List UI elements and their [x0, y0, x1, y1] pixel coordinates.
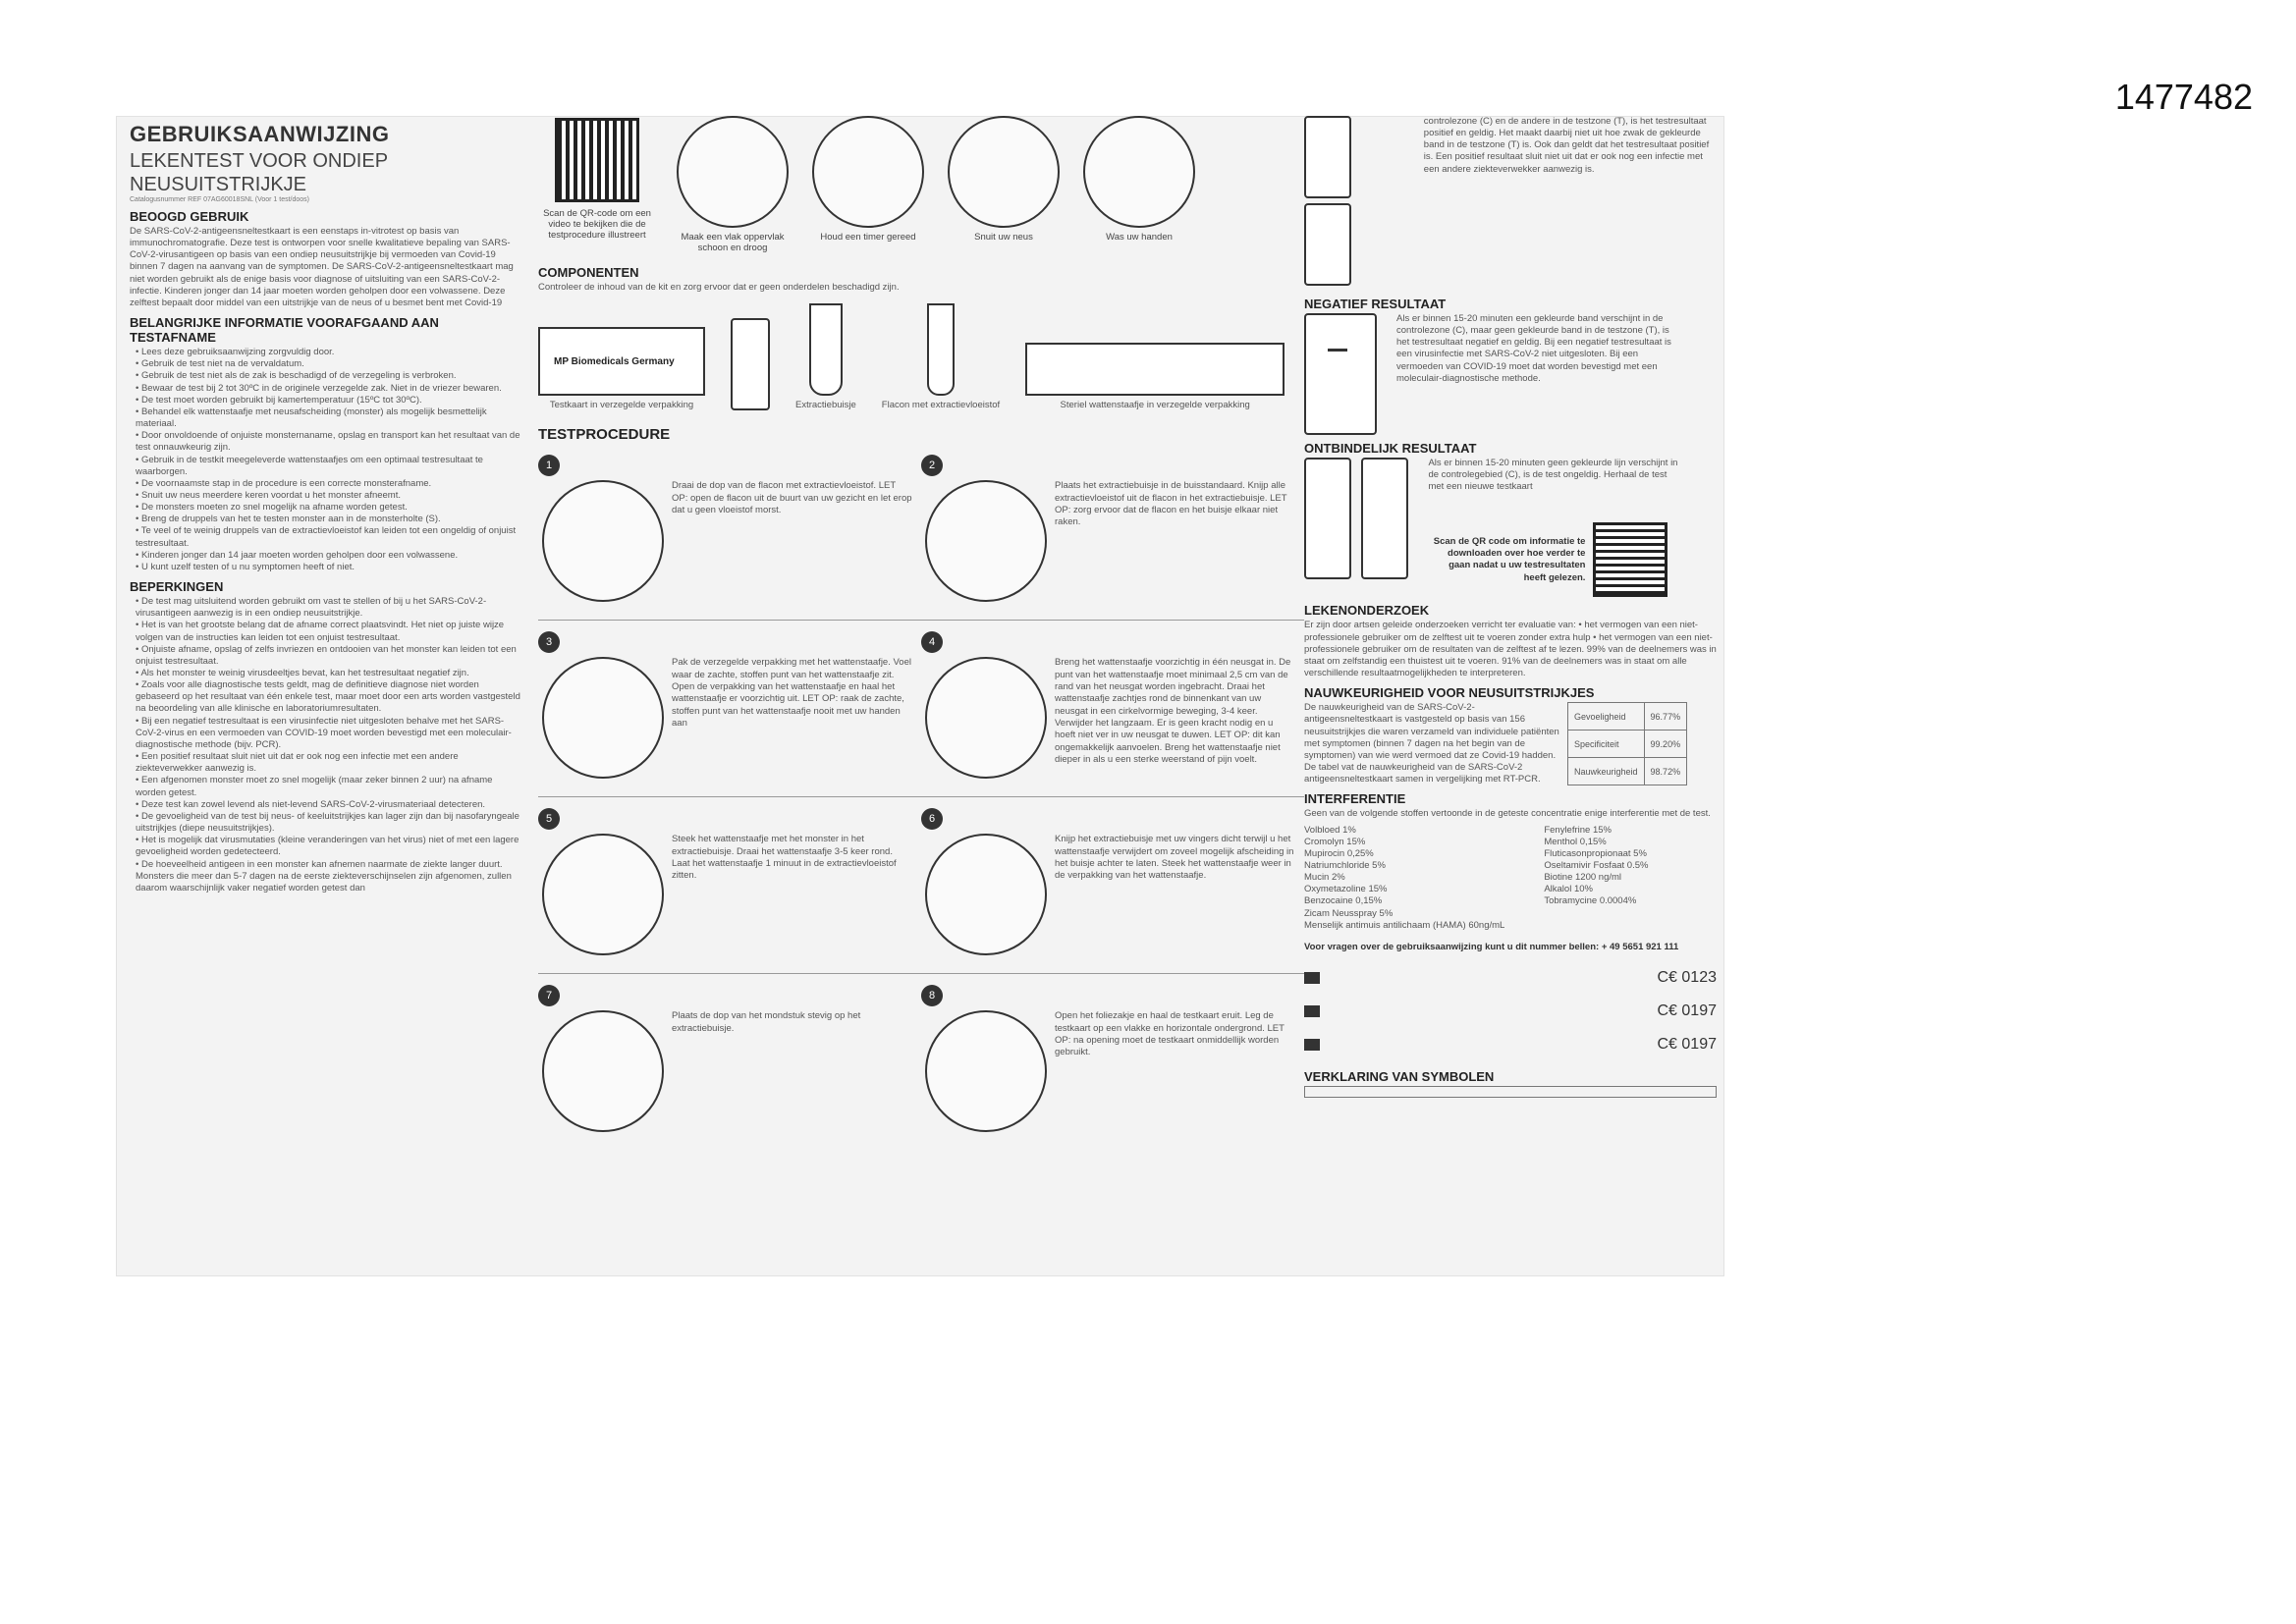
- negatief-text: Als er binnen 15-20 minuten een gekleurde band verschijnt in de controlezone (C), maar geen gekleurde band in de testzone (T), is het testresultaat negatief en geldig. Bij een negatief testresultaat is een virusinfectie met SARS-CoV-2 niet uitgesloten. Bij een vermoeden van COVID-19 moet dat worden bevestigd met een moleculair-diagnostische methode.: [1396, 313, 1671, 384]
- list-item: • Onjuiste afname, opslag of zelfs invriezen en ontdooien van het monster kan leiden tot een onjuist testresultaat.: [136, 644, 522, 668]
- step-text: Draai de dop van de flacon met extractievloeistof. LET OP: open de flacon uit de buurt van uw gezicht en let erop dat u geen vloeistof morst.: [672, 480, 912, 515]
- symbols-table: [1304, 1086, 1717, 1098]
- list-item: Cromolyn 15%: [1304, 836, 1366, 847]
- nauwkeurigheid-text: De nauwkeurigheid van de SARS-CoV-2-antigeensneltestkaart is vastgesteld op basis van 156 neusuitstrijkjes die waren verzameld van individuele patiënten met symptomen (binnen 7 dagen na het begin van de symptomen) van wie werd vermoed dat ze Covid-19 hadden. De tabel vat de nauwkeurigheid van de SARS-CoV-2 antigeensneltestkaart samen in vergelijking met RT-PCR.: [1304, 702, 1559, 785]
- ongeldig-heading: ONTBINDELIJK RESULTAAT: [1304, 441, 1477, 456]
- component-caption: Extractiebuisje: [795, 400, 856, 411]
- beoogd-text: De SARS-CoV-2-antigeensneltestkaart is een eenstaps in-vitrotest op basis van immunochromatografie. Deze test is ontworpen voor snelle kwalitatieve bepaling van SARS-CoV-2-virusantigeen op basis van een ondiep neusuitstrijkje bij vermoeden van Covid-19 binnen 7 dagen na aanvang van de symptomen. De SARS-CoV-2-antigeensneltestkaart mag niet worden gebruikt als de enige basis voor diagnose of uitsluiting van een SARS-CoV-2-infectie. Kinderen jonger dan 14 jaar moeten worden geholpen door een volwassene. Deze zelftest bepaalt door middel van een uitstrijkje van de neus of u besmet bent met Covid-19: [130, 226, 514, 308]
- ce-number: 0123: [1681, 969, 1717, 987]
- manufacturer-icon: [1304, 1005, 1320, 1017]
- component-caption: Testkaart in verzegelde verpakking: [549, 400, 694, 411]
- beperkingen-list: [130, 596, 522, 894]
- interferentie-heading: INTERFERENTIE: [1304, 791, 1406, 807]
- invalid-cassettes: [1304, 458, 1414, 597]
- componenten-heading: COMPONENTEN: [538, 265, 639, 280]
- component-testcard: [538, 327, 705, 410]
- component-vial: [882, 303, 1000, 410]
- middle-column: [538, 116, 1324, 1276]
- preparation-icons: [538, 116, 1324, 253]
- left-column: [130, 116, 522, 1276]
- list-item: Mupirocin 0,25%: [1304, 847, 1374, 859]
- list-item: Fluticasonpropionaat 5%: [1544, 847, 1647, 859]
- ce-mark: C€ 0197: [1657, 1002, 1717, 1020]
- cassette-icon: [1304, 313, 1377, 435]
- component-swab: [1025, 343, 1285, 410]
- test-cassette-icon: [731, 318, 770, 410]
- ce-number: 0197: [1681, 1002, 1717, 1020]
- open-vial-icon: [542, 480, 664, 602]
- open-foil-icon: [925, 1010, 1047, 1132]
- clean-surface-icon: [677, 116, 789, 228]
- step-text: Pak de verzegelde verpakking met het wattenstaafje. Voel waar de zachte, stoffen punt van het wattenstaafje zit. Open de verpakking van het wattenstaafje en haal het wattenstaafje er voorzichtig uit. LET OP: raak de zachte, stoffen punt van het wattenstaafje nooit met uw handen aan: [672, 657, 911, 729]
- list-item: Oxymetazoline 15%: [1304, 884, 1388, 895]
- catalog-number: Catalogusnummer REF 07AG60018SNL (Voor 1 test/doos): [130, 196, 310, 203]
- table-cell: 96.77%: [1644, 703, 1687, 731]
- step-number: 3: [538, 631, 560, 653]
- list-item: Alkalol 10%: [1544, 884, 1593, 895]
- icon-caption: Snuit uw neus: [974, 232, 1033, 243]
- step-text: Plaats de dop van het mondstuk stevig op het extractiebuisje.: [672, 1010, 861, 1034]
- cap-tube-icon: [542, 1010, 664, 1132]
- list-item: • Behandel elk wattenstaafje met neusafscheiding (monster) als mogelijk besmettelijk materiaal.: [136, 406, 522, 430]
- table-cell: 99.20%: [1644, 731, 1687, 758]
- list-item: • Gebruik in de testkit meegeleverde wattenstaafjes om een optimaal testresultaat te waarborgen.: [136, 455, 522, 478]
- interferentie-right: [1544, 825, 1648, 932]
- nauwkeurigheid-heading: NAUWKEURIGHEID VOOR NEUSUITSTRIJKJES: [1304, 685, 1595, 701]
- clean-surface-item: [674, 116, 792, 253]
- accuracy-block: [1304, 702, 1717, 785]
- list-item: • Zoals voor alle diagnostische tests geldt, mag de definitieve diagnose niet worden gebaseerd op het resultaat van één enkele test, maar moet door een arts worden vastgesteld na beoordeling van alle klinische en laboratoriumresultaten.: [136, 679, 522, 715]
- step-divider: [538, 973, 1304, 974]
- list-item: • Snuit uw neus meerdere keren voordat u het monster afneemt.: [136, 490, 522, 502]
- manufacturer-icon: [1304, 1039, 1320, 1051]
- step-number: 6: [921, 808, 943, 830]
- document-title: GEBRUIKSAANWIJZING: [130, 122, 390, 146]
- list-item: • De monsters moeten zo snel mogelijk na afname worden getest.: [136, 502, 522, 514]
- positief-text: controlezone (C) en de andere in de testzone (T), is het testresultaat positief en geldig. Het maakt daarbij niet uit hoe zwak de gekleurde band in de testzone (T) is. Ook dan geldt dat het testresultaat positief is. Een positief resultaat sluit niet uit dat er ook nog een infectie met een andere ziekteverwekker aanwezig is.: [1423, 116, 1710, 175]
- list-item: • Te veel of te weinig druppels van de extractievloeistof kan leiden tot een ongeldig of onjuist testresultaat.: [136, 525, 522, 549]
- component-caption: Steriel wattenstaafje in verzegelde verpakking: [1060, 400, 1250, 411]
- step-number: 4: [921, 631, 943, 653]
- blow-nose-icon: [948, 116, 1060, 228]
- list-item: • U kunt uzelf testen of u nu symptomen heeft of niet.: [136, 562, 522, 573]
- step-text: Knijp het extractiebuisje met uw vingers dicht terwijl u het wattenstaafje verwijdert om zoveel mogelijk afscheiding in het buisje achter te laten. Steek het wattenstaafje weer in de verpakking van het wattenstaafje.: [1055, 834, 1294, 882]
- list-item: • Bewaar de test bij 2 tot 30ºC in de originele verzegelde zak. Niet in de vriezer bewaren.: [136, 383, 522, 395]
- components-row: [538, 303, 1324, 410]
- component-tube: [795, 303, 856, 410]
- list-item: Fenylefrine 15%: [1544, 824, 1612, 836]
- step-4: [921, 631, 1304, 779]
- step-1: [538, 455, 921, 602]
- step-text: Breng het wattenstaafje voorzichtig in één neusgat in. De punt van het wattenstaafje moet minimaal 2,5 cm van de rand van het neusgat worden ingebracht. Draai het wattenstaafje zachtjes rond de binnenkant van uw neusgat in een cirkelvormige beweging, 3-4 keer. Verwijder het langzaam. Er is geen kracht nodig en u hoeft niet ver in uw neusgat te duwen. LET OP: dit kan ongemakkelijk aanvoelen. Breng het wattenstaafje niet dieper in als u een sterke weerstand of pijn voelt.: [1055, 657, 1291, 765]
- step-number: 2: [921, 455, 943, 476]
- list-item: Natriumchloride 5%: [1304, 859, 1386, 871]
- step-number: 5: [538, 808, 560, 830]
- interferentie-left: [1304, 825, 1504, 932]
- list-item: Menselijk antimuis antilichaam (HAMA) 60ng/mL: [1304, 919, 1505, 931]
- step-8: [921, 985, 1304, 1132]
- step-number: 8: [921, 985, 943, 1006]
- list-item: • Lees deze gebruiksaanwijzing zorgvuldig door.: [136, 347, 522, 358]
- list-item: • Kinderen jonger dan 14 jaar moeten worden geholpen door een volwassene.: [136, 550, 522, 562]
- table-row: [1568, 731, 1687, 758]
- extraction-tube-icon: [809, 303, 843, 396]
- negative-block: [1304, 313, 1717, 435]
- squeeze-tube-icon: [925, 834, 1047, 955]
- list-item: • De hoeveelheid antigeen in een monster kan afnemen naarmate de ziekte langer duurt. Monsters die meer dan 5-7 dagen na de eerste ziekteverschijnselen zijn afgenomen, zullen daarom waarschijnlijk vaker negatief worden getest dan: [136, 859, 522, 894]
- scanned-leaflet: [116, 116, 1724, 1276]
- positive-block: [1304, 116, 1717, 291]
- blow-nose-item: [945, 116, 1063, 243]
- list-item: • Gebruik de test niet na de vervaldatum.: [136, 358, 522, 370]
- invalid-block: [1304, 458, 1717, 597]
- list-item: • Een positief resultaat sluit niet uit dat er ook nog een infectie met een andere ziekteverwekker aanwezig is.: [136, 751, 522, 775]
- list-item: Benzocaine 0,15%: [1304, 895, 1383, 907]
- positive-cassettes: [1304, 116, 1414, 291]
- test-card-pouch: MP Biomedicals Germany: [538, 327, 705, 396]
- list-item: • Een afgenomen monster moet zo snel mogelijk (maar zeker binnen 2 uur) na afname worden getest.: [136, 775, 522, 798]
- invalid-right: [1428, 458, 1683, 597]
- qr-info-text: Scan de QR code om informatie te downloaden over hoe verder te gaan nadat u uw testresultaten heeft gelezen.: [1433, 536, 1586, 583]
- beoogd-heading: BEOOGD GEBRUIK: [130, 209, 249, 224]
- list-item: • Als het monster te weinig virusdeeltjes bevat, kan het testresultaat negatief zijn.: [136, 668, 522, 679]
- componenten-intro: Controleer de inhoud van de kit en zorg ervoor dat er geen onderdelen beschadigd zijn.: [538, 282, 900, 293]
- list-item: Zicam Neusspray 5%: [1304, 907, 1394, 919]
- beperkingen-heading: BEPERKINGEN: [130, 579, 224, 595]
- document-id: 1477482: [2114, 77, 2253, 117]
- wash-hands-icon: [1083, 116, 1195, 228]
- table-row: [1568, 758, 1687, 785]
- list-item: • Het is van het grootste belang dat de afname correct plaatsvindt. Het niet op juiste wijze volgen van de instructies kan leiden tot een onjuist testresultaat.: [136, 620, 522, 643]
- testprocedure-heading: TESTPROCEDURE: [538, 426, 671, 444]
- icon-caption: Houd een timer gereed: [820, 232, 916, 243]
- ce-mark: C€ 0197: [1657, 1036, 1717, 1054]
- accuracy-table: [1567, 702, 1687, 785]
- control-band: [1328, 349, 1347, 352]
- right-column: [1304, 116, 1717, 1276]
- step-number: 1: [538, 455, 560, 476]
- list-item: • De voornaamste stap in de procedure is een correcte monsterafname.: [136, 478, 522, 490]
- list-item: Oseltamivir Fosfaat 0.5%: [1544, 859, 1649, 871]
- symbolen-heading: VERKLARING VAN SYMBOLEN: [1304, 1069, 1495, 1085]
- step-2: [921, 455, 1304, 602]
- lekenonderzoek-text: Er zijn door artsen geleide onderzoeken verricht ter evaluatie van: • het vermogen van een niet-professionele gebruiker om de zelftest uit te voeren zonder extra hulp • het vermogen van een niet-professionele gebruiker om de resultaten van de zelftest af te lezen. 99% van de deelnemers was in staat om zelfstandig een thuistest uit te voeren. 91% van de deelnemers was in staat om alle verschillende resultaatmogelijkheden te interpreteren.: [1304, 620, 1717, 679]
- list-item: Volbloed 1%: [1304, 824, 1356, 836]
- step-7: [538, 985, 921, 1132]
- step-text: Steek het wattenstaafje met het monster in het extractiebuisje. Draai het wattenstaafje 3-5 keer rond. Laat het wattenstaafje 1 minuut in de extractievloeistof zitten.: [672, 834, 897, 882]
- table-row: [1568, 703, 1687, 731]
- cassette-icon: [1304, 203, 1351, 286]
- step-divider: [538, 620, 1304, 621]
- document-subtitle: LEKENTEST VOOR ONDIEP NEUSUITSTRIJKJE: [130, 150, 388, 195]
- step-5: [538, 808, 921, 955]
- icon-caption: Scan de QR-code om een video te bekijken die de testprocedure illustreert: [543, 208, 651, 241]
- manufacturer-row: [1304, 995, 1717, 1028]
- list-item: Tobramycine 0.0004%: [1544, 895, 1637, 907]
- procedure-steps: [538, 445, 1324, 1152]
- step-text: Plaats het extractiebuisje in de buisstandaard. Knijp alle extractievloeistof uit de flacon in het extractiebuisje. LET OP: zorg ervoor dat de flacon en het buisje elkaar niet raken.: [1055, 480, 1287, 528]
- table-cell: Gevoeligheid: [1568, 703, 1645, 731]
- list-item: • Deze test kan zowel levend als niet-levend SARS-CoV-2-virusmateriaal detecteren.: [136, 799, 522, 811]
- stir-swab-icon: [542, 834, 664, 955]
- negatief-heading: NEGATIEF RESULTAAT: [1304, 297, 1447, 311]
- list-item: • De test moet worden gebruikt bij kamertemperatuur (15ºC tot 30ºC).: [136, 395, 522, 406]
- cassette-icon: [1304, 116, 1351, 198]
- icon-caption: Was uw handen: [1106, 232, 1173, 243]
- belangrijk-heading: BELANGRIJKE INFORMATIE VOORAFGAAND AAN TESTAFNAME: [130, 315, 439, 346]
- table-cell: Nauwkeurigheid: [1568, 758, 1645, 785]
- icon-caption: Maak een vlak oppervlak schoon en droog: [681, 232, 785, 253]
- component-cassette: [731, 318, 770, 410]
- cassette-icon: [1304, 458, 1351, 579]
- contact-line: Voor vragen over de gebruiksaanwijzing kunt u dit nummer bellen: + 49 5651 921 111: [1304, 941, 1679, 952]
- fill-tube-icon: [925, 480, 1047, 602]
- step-number: 7: [538, 985, 560, 1006]
- list-item: • De gevoeligheid van de test bij neus- of keeluitstrijkjes kan lager zijn dan bij nasofaryngeale uitstrijkjes (diepe neusuitstrijkjes).: [136, 811, 522, 835]
- component-caption: Flacon met extractievloeistof: [881, 400, 1001, 411]
- qr-code-icon: [1593, 522, 1667, 597]
- manufacturer-row: [1304, 1028, 1717, 1061]
- interferentie-lists: [1304, 825, 1717, 932]
- swab-pack-icon: [1025, 343, 1285, 396]
- table-cell: 98.72%: [1644, 758, 1687, 785]
- table-cell: Specificiteit: [1568, 731, 1645, 758]
- manufacturer-row: [1304, 961, 1717, 995]
- swab-package-icon: [542, 657, 664, 779]
- step-3: [538, 631, 921, 779]
- belangrijk-list: [130, 347, 522, 573]
- ongeldig-text: Als er binnen 15-20 minuten geen gekleurde lijn verschijnt in de controlegebied (C), is de test ongeldig. Herhaal de test met een nieuwe testkaart: [1428, 458, 1678, 493]
- list-item: • Gebruik de test niet als de zak is beschadigd of de verzegeling is verbroken.: [136, 370, 522, 382]
- list-item: • Breng de druppels van het te testen monster aan in de monsterholte (S).: [136, 514, 522, 525]
- list-item: • De test mag uitsluitend worden gebruikt om vast te stellen of bij u het SARS-CoV-2-virusantigeen aanwezig is in een ondiep neusuitstrijkje.: [136, 596, 522, 620]
- manufacturer-icon: [1304, 972, 1320, 984]
- timer-icon: [812, 116, 924, 228]
- nose-swab-icon: [925, 657, 1047, 779]
- timer-item: [809, 116, 927, 243]
- ce-mark: C€ 0123: [1657, 969, 1717, 987]
- step-6: [921, 808, 1304, 955]
- list-item: • Bij een negatief testresultaat is een virusinfectie niet uitgesloten behalve met het SARS-CoV-2-virus en een vermoeden van COVID-19 moet worden bevestigd met een moleculair-diagnostische methode (bijv. PCR).: [136, 716, 522, 751]
- manufacturer-block: [1304, 961, 1717, 1061]
- vial-icon: [927, 303, 955, 396]
- qr-code-icon: [555, 118, 639, 202]
- qr-info-block: [1428, 522, 1683, 597]
- ce-number: 0197: [1681, 1036, 1717, 1054]
- list-item: Biotine 1200 ng/ml: [1544, 872, 1622, 884]
- list-item: Menthol 0,15%: [1544, 836, 1607, 847]
- step-divider: [538, 796, 1304, 797]
- list-item: • Door onvoldoende of onjuiste monsternaname, opslag en transport kan het resultaat van de test onnauwkeurig zijn.: [136, 430, 522, 454]
- list-item: • Het is mogelijk dat virusmutaties (kleine veranderingen van het virus) niet of met een lagere gevoeligheid worden gedetecteerd.: [136, 835, 522, 858]
- wash-hands-item: [1080, 116, 1198, 243]
- qr-video-item: [538, 116, 656, 241]
- list-item: Mucin 2%: [1304, 872, 1345, 884]
- lekenonderzoek-heading: LEKENONDERZOEK: [1304, 603, 1430, 619]
- step-text: Open het foliezakje en haal de testkaart eruit. Leg de testkaart op een vlakke en horizontale ondergrond. LET OP: na opening moet de testkaart onmiddellijk worden gebruikt.: [1055, 1010, 1285, 1058]
- cassette-icon: [1361, 458, 1408, 579]
- interferentie-intro: Geen van de volgende stoffen vertoonde in de geteste concentratie enige interferentie met de test.: [1304, 808, 1711, 820]
